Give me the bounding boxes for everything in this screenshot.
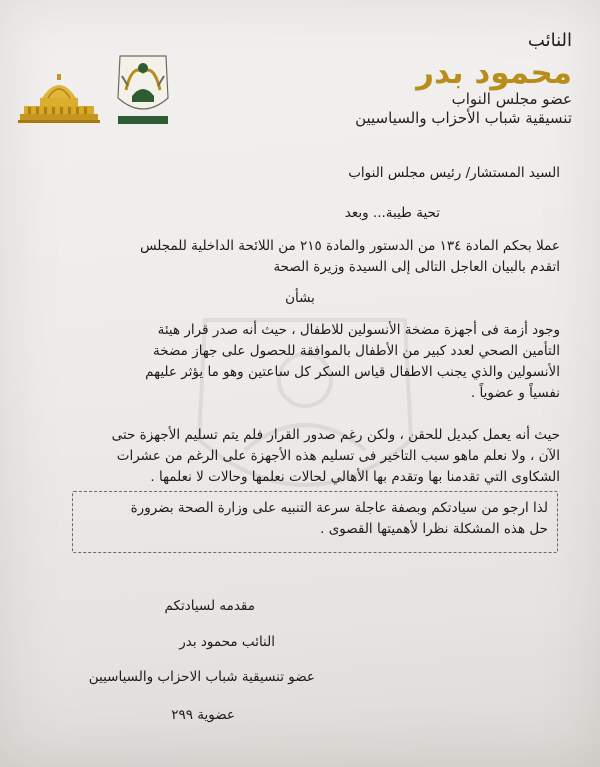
addressee: السيد المستشار/ رئيس مجلس النواب	[348, 165, 560, 181]
intro-paragraph: عملا بحكم المادة ١٣٤ من الدستور والمادة ٢١٥ من اللائحة الداخلية للمجلس اتقدم بالبيان العاجل التالى إلى السيدة وزيرة الصحة	[140, 238, 560, 275]
letterhead	[252, 30, 572, 128]
parliament-dome-logo	[18, 70, 100, 128]
header-title: النائب	[527, 30, 572, 51]
signature-line-1: مقدمه لسيادتكم	[164, 598, 255, 614]
coordination-emblem-logo	[112, 46, 174, 130]
paragraph-3: لذا ارجو من سيادتكم وبصفة عاجلة سرعة التنبيه على وزارة الصحة بضرورة حل هذه المشكلة نظرا لأهميتها القصوى .	[130, 500, 548, 537]
paragraph-1: وجود أزمة فى أجهزة مضخة الأنسولين للاطفال ، حيث أنه صدر قرار هيئة التأمين الصحي لعدد كبير من الأطفال بالموافقة للحصول على جهاز مضخة الأنسولين والذي يجنب الاطفال قياس السكر كل ساعتين وهو ما يؤثر عليهم نفسياً و عضوياً .	[145, 322, 560, 401]
signature-line-4: عضوية ٢٩٩	[171, 707, 235, 723]
header-name: محمود بدر	[416, 55, 572, 91]
header-subtitle-2: تنسيقية شباب الأحزاب والسياسيين	[355, 109, 572, 127]
header-subtitle-1: عضو مجلس النواب	[451, 90, 572, 108]
about-label: بشأن	[285, 290, 315, 306]
signature-line-3: عضو تنسيقية شباب الاحزاب والسياسيين	[88, 669, 315, 685]
signature-line-2: النائب محمود بدر	[179, 634, 275, 650]
greeting: تحية طيبة... وبعد	[344, 205, 440, 221]
paragraph-2: حيث أنه يعمل كبديل للحقن ، ولكن رغم صدور القرار فلم يتم تسليم الأجهزة حتى الآن ، ولا نعلم ماهو سبب التاخير فى تسليم هذه الأجهزة على الرغم من عشرات الشكاوى التي تقدمنا بها وتقدم بها الأهالي لحالات نعلمها وحالات لا نعلمها .	[111, 427, 560, 485]
